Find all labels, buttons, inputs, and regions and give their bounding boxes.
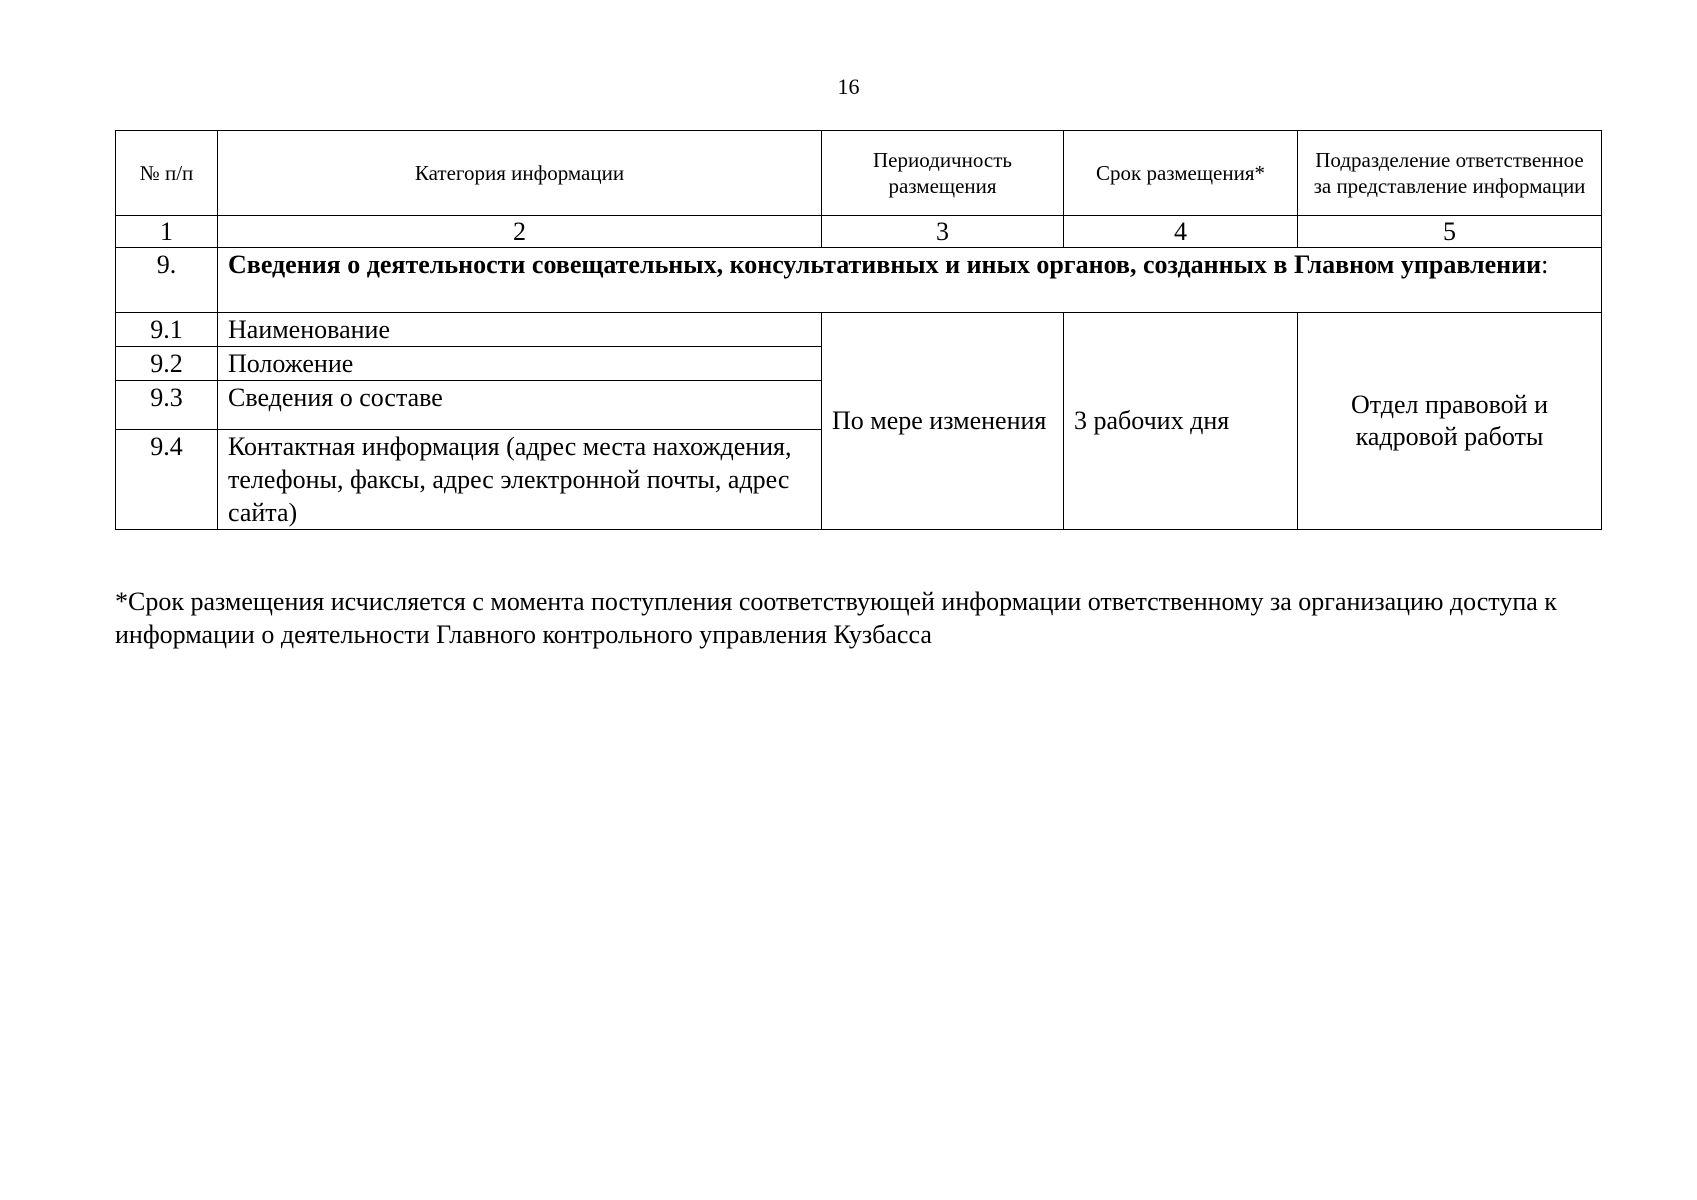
row-category: Сведения о составе — [218, 381, 822, 430]
column-number: 5 — [1298, 216, 1602, 248]
header-category: Категория информации — [218, 131, 822, 216]
row-category: Контактная информация (адрес места нахождения, телефоны, факсы, адрес электронной почты, адрес сайта) — [218, 430, 822, 530]
deadline-cell: 3 рабочих дня — [1064, 313, 1298, 530]
section-title-suffix: : — [1541, 250, 1549, 279]
table-header-row — [116, 131, 1602, 216]
header-responsible: Подразделение ответственное за представление информации — [1298, 131, 1602, 216]
header-periodicity: Периодичность размещения — [822, 131, 1064, 216]
row-number: 9.3 — [116, 381, 218, 430]
column-number: 2 — [218, 216, 822, 248]
column-number: 1 — [116, 216, 218, 248]
responsible-cell: Отдел правовой и кадровой работы — [1298, 313, 1602, 530]
column-number: 3 — [822, 216, 1064, 248]
row-number: 9.1 — [116, 313, 218, 347]
section-row — [116, 248, 1602, 313]
row-category: Наименование — [218, 313, 822, 347]
row-number: 9.4 — [116, 430, 218, 530]
column-number-row — [116, 216, 1602, 248]
footnote: *Срок размещения исчисляется с момента поступления соответствующей информации ответственному за организацию доступа к информации о деятельности Главного контрольного управления Кузбасса — [115, 587, 1557, 649]
header-number: № п/п — [116, 131, 218, 216]
table-row — [116, 313, 1602, 347]
section-title — [218, 248, 1602, 313]
periodicity-cell: По мере изменения — [822, 313, 1064, 530]
header-deadline: Срок размещения* — [1064, 131, 1298, 216]
page-number: 16 — [837, 74, 860, 99]
row-category: Положение — [218, 347, 822, 381]
column-number: 4 — [1064, 216, 1298, 248]
section-number: 9. — [116, 248, 218, 313]
information-table — [115, 130, 1602, 530]
row-number: 9.2 — [116, 347, 218, 381]
section-title-text: Сведения о деятельности совещательных, консультативных и иных органов, созданных в Главном управлении — [228, 250, 1542, 279]
